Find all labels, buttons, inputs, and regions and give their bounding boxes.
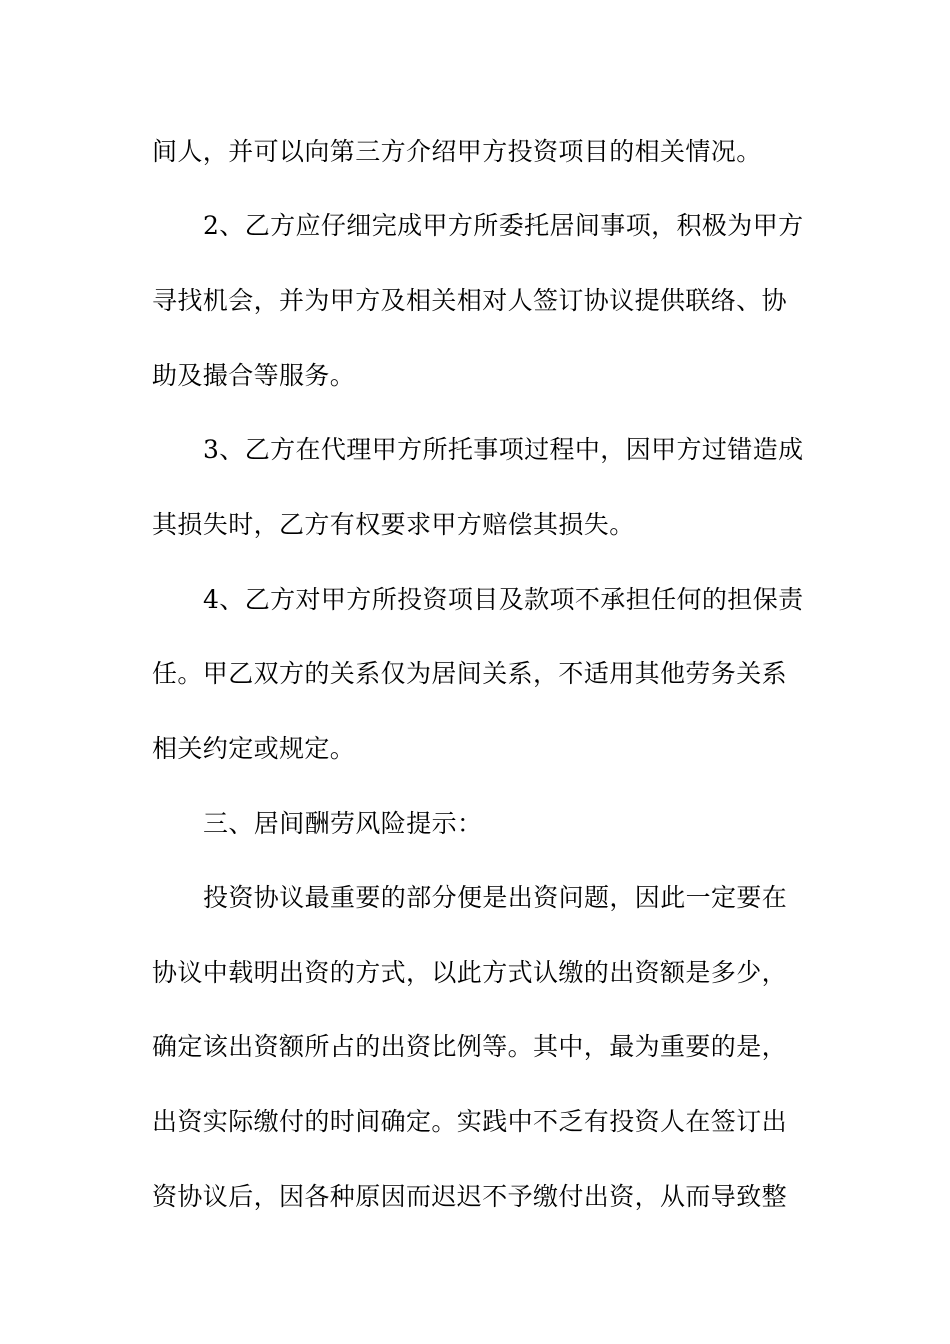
paragraph-line: 投资协议最重要的部分便是出资问题，因此一定要在: [203, 883, 788, 912]
paragraph-line: 间人，并可以向第三方介绍甲方投资项目的相关情况。: [152, 137, 762, 166]
paragraph-line: 确定该出资额所占的出资比例等。其中，最为重要的是，: [152, 1032, 788, 1061]
paragraph-line: 资协议后，因各种原因而迟迟不予缴付出资，从而导致整: [152, 1182, 788, 1211]
paragraph-line: 其损失时，乙方有权要求甲方赔偿其损失。: [152, 510, 635, 539]
paragraph-line: 出资实际缴付的时间确定。实践中不乏有投资人在签订出: [152, 1107, 788, 1136]
paragraph-line: 相关约定或规定。: [152, 734, 356, 763]
paragraph-line: 3、乙方在代理甲方所托事项过程中，因甲方过错造成: [203, 435, 804, 464]
paragraph-line: 任。甲乙双方的关系仅为居间关系，不适用其他劳务关系: [152, 659, 788, 688]
paragraph-line: 助及撮合等服务。: [152, 361, 356, 390]
paragraph-line: 寻找机会，并为甲方及相关相对人签订协议提供联络、协: [152, 286, 788, 315]
paragraph-line: 2、乙方应仔细完成甲方所委托居间事项，积极为甲方: [203, 211, 804, 240]
paragraph-line: 协议中载明出资的方式，以此方式认缴的出资额是多少，: [152, 958, 788, 987]
section-heading: 三、居间酬劳风险提示：: [203, 809, 483, 838]
paragraph-line: 4、乙方对甲方所投资项目及款项不承担任何的担保责: [203, 585, 804, 614]
